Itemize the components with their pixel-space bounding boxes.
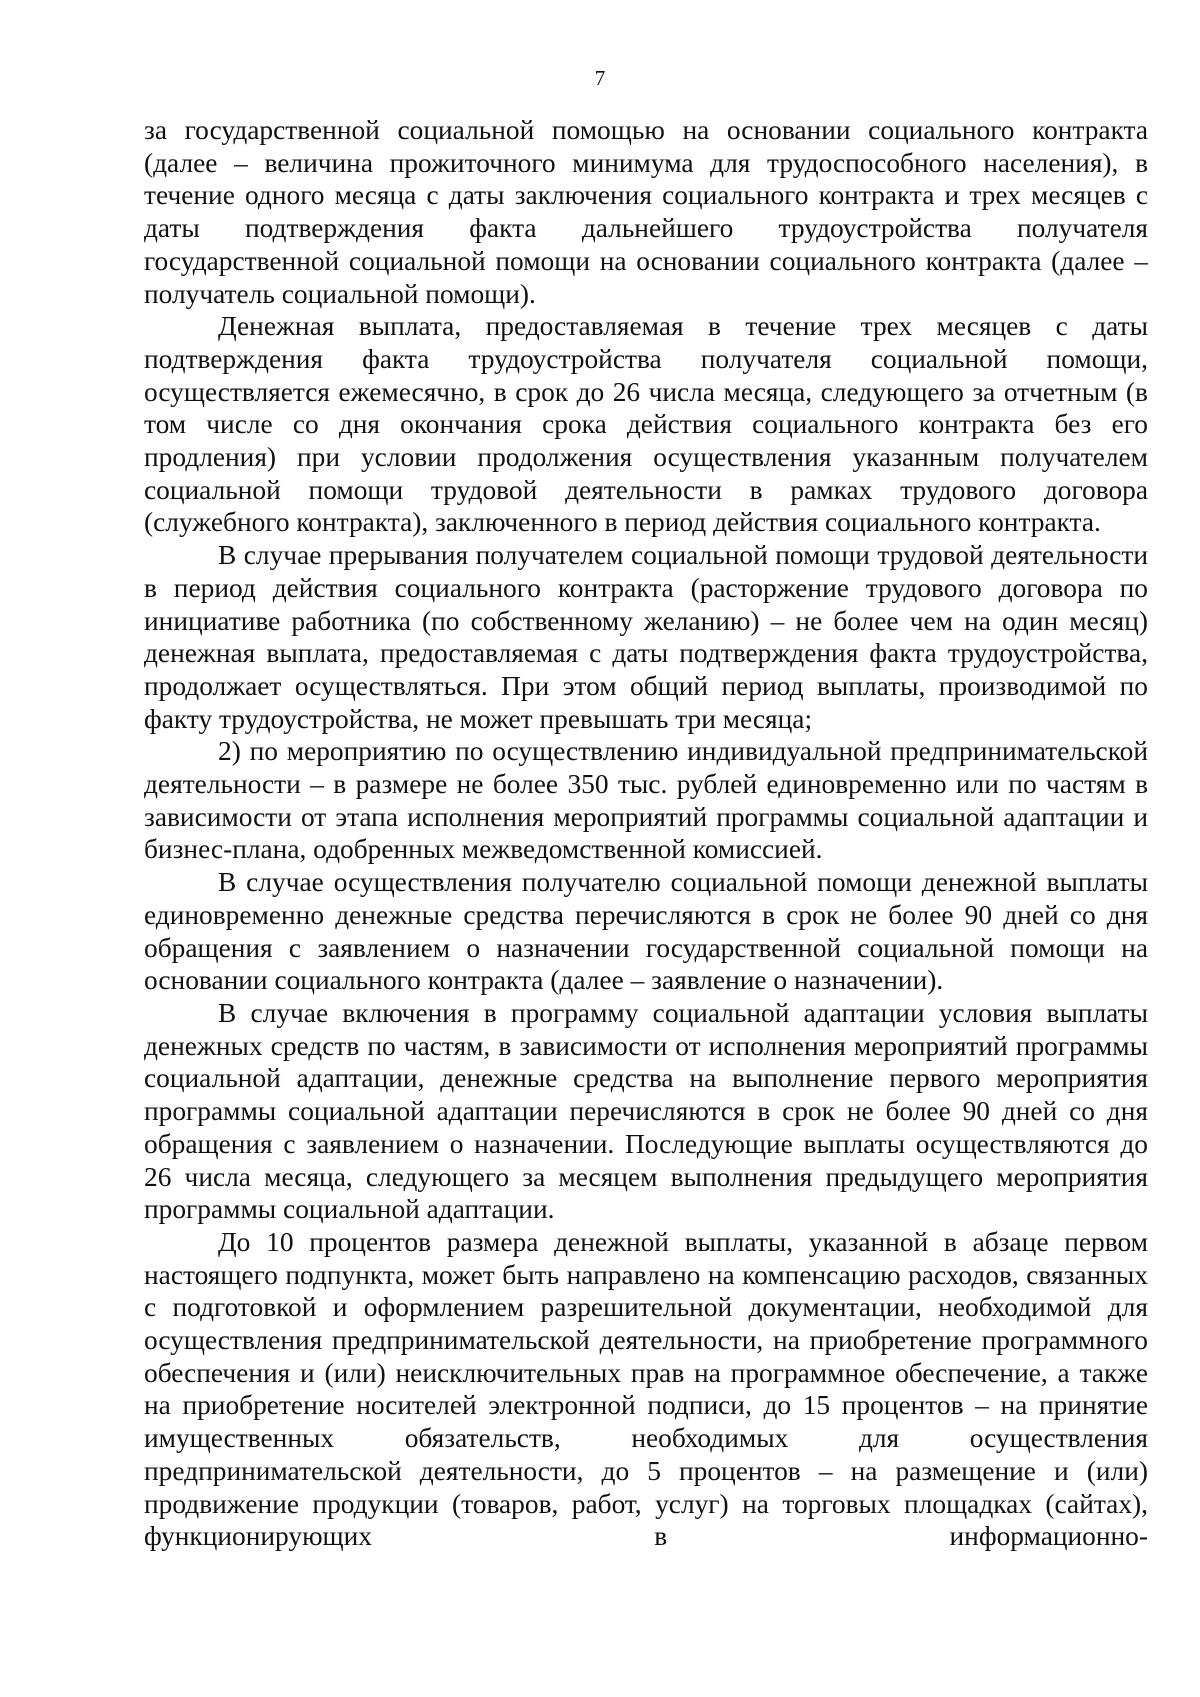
paragraph-interruption: В случае прерывания получателем социальной помощи трудовой деятельности в период действия социального контракта (расторжение трудового договора по инициативе работника (по собственному желанию) – не более чем на один месяц) денежная выплата, предоставляемая с даты подтверждения факта трудоустройства, продолжает осуществляться. При этом общий период выплаты, производимой по факту трудоустройства, не может превышать три месяца; <box>144 540 1148 734</box>
paragraph-monthly-payment: Денежная выплата, предоставляемая в течение трех месяцев с даты подтверждения факта трудоустройства получателя социальной помощи, осуществляется ежемесячно, в срок до 26 числа месяца, следующего за отчетным (в том числе со дня окончания срока действия социального контракта без его продления) при условии продолжения осуществления указанным получателем социальной помощи трудовой деятельности в рамках трудового договора (служебного контракта), заключенного в период действия социального контракта. <box>144 311 1148 538</box>
paragraph-installments: В случае включения в программу социальной адаптации условия выплаты денежных средств по частям, в зависимости от исполнения мероприятий программы социальной адаптации, денежные средства на выполнение первого мероприятия программы социальной адаптации перечисляются в срок не более 90 дней со дня обращения с заявлением о назначении. Последующие выплаты осуществляются до 26 числа месяца, следующего за месяцем выполнения предыдущего мероприятия программы социальной адаптации. <box>144 997 1148 1225</box>
paragraph-lump-sum: В случае осуществления получателю социальной помощи денежной выплаты единовременно денежные средства перечисляются в срок не более 90 дней со дня обращения с заявлением о назначении государственной социальной помощи на основании социального контракта (далее – заявление о назначении). <box>144 867 1148 996</box>
page-number: 7 <box>594 66 606 90</box>
paragraph-entrepreneurship-item-2: 2) по мероприятию по осуществлению индивидуальной предпринимательской деятельности – в размере не более 350 тыс. рублей единовременно или по частям в зависимости от этапа исполнения мероприятий программы социальной адаптации и бизнес-плана, одобренных межведомственной комиссией. <box>144 736 1148 865</box>
paragraph-expense-limits: До 10 процентов размера денежной выплаты, указанной в абзаце первом настоящего подпункта, может быть направлено на компенсацию расходов, связанных с подготовкой и оформлением разрешительной документации, необходимой для осуществления предпринимательской деятельности, на приобретение программного обеспечения и (или) неисключительных прав на программное обеспечение, а также на приобретение носителей электронной подписи, до 15 процентов – на принятие имущественных обязательств, необходимых для осуществления предпринимательской деятельности, до 5 процентов – на размещение и (или) продвижение продукции (товаров, работ, услуг) на торговых площадках (сайтах), функционирующих в информационно- <box>144 1226 1148 1552</box>
paragraph-continuation: за государственной социальной помощью на основании социального контракта (далее – величина прожиточного минимума для трудоспособного населения), в течение одного месяца с даты заключения социального контракта и трех месяцев с даты подтверждения факта дальнейшего трудоустройства получателя государственной социальной помощи на основании социального контракта (далее – получатель социальной помощи). <box>144 115 1148 309</box>
document-body <box>144 114 1148 1553</box>
